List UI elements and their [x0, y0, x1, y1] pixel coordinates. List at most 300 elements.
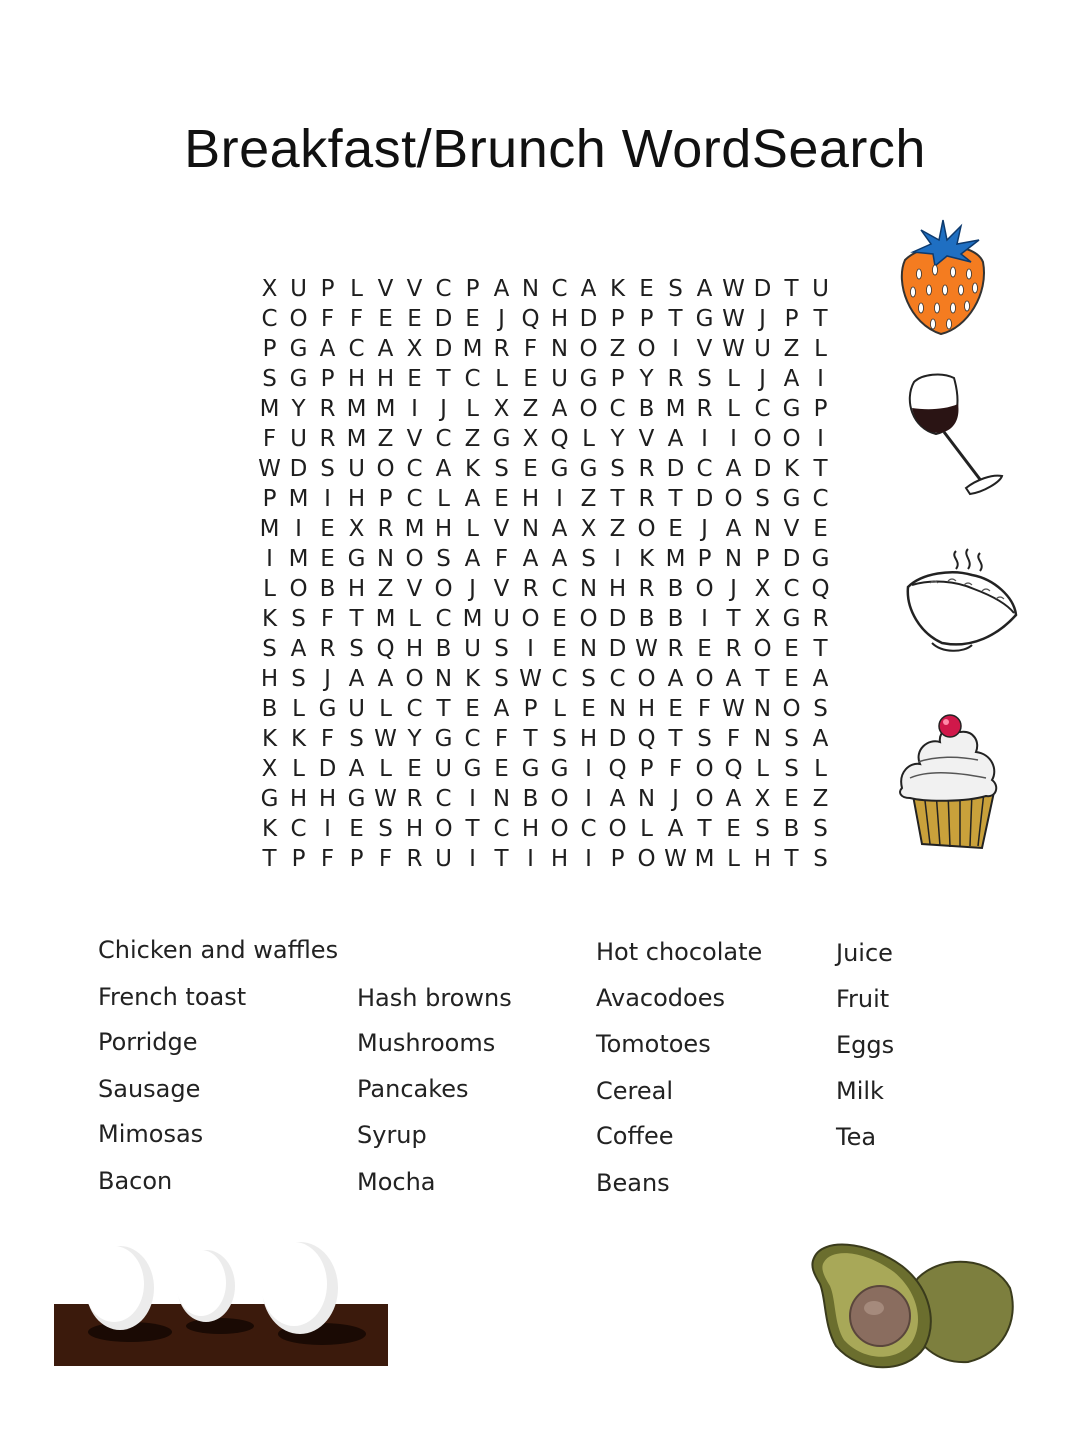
grid-letter: G [550, 456, 569, 482]
grid-letter: A [696, 276, 713, 302]
grid-letter: A [377, 666, 394, 692]
grid-letter: I [672, 336, 679, 362]
grid-letter: B [638, 606, 655, 632]
grid-letter: M [346, 426, 367, 452]
grid-letter: I [614, 546, 621, 572]
grid-letter: P [523, 696, 538, 722]
grid-letter: P [639, 306, 654, 332]
grid-letter: O [753, 426, 772, 452]
grid-letter: C [406, 486, 423, 512]
grid-letter: H [376, 366, 395, 392]
grid-letter: P [610, 306, 625, 332]
grid-letter: H [347, 576, 366, 602]
grid-letter: F [320, 606, 335, 632]
grid-letter: M [346, 396, 367, 422]
grid-letter: D [434, 336, 453, 362]
grid-letter: Z [609, 516, 626, 542]
grid-letter: W [374, 726, 397, 752]
grid-letter: I [817, 366, 824, 392]
grid-letter: V [406, 426, 423, 452]
grid-letter: O [579, 606, 598, 632]
avocado-icon [806, 1236, 1020, 1376]
grid-letter: C [812, 486, 829, 512]
grid-letter: V [493, 516, 510, 542]
grid-letter: E [784, 786, 799, 812]
grid-letter: P [465, 276, 480, 302]
grid-letter: H [579, 726, 598, 752]
grid-letter: Z [783, 336, 800, 362]
grid-letter: I [585, 846, 592, 872]
grid-letter: S [262, 636, 277, 662]
grid-letter: S [378, 816, 393, 842]
grid-letter: A [493, 696, 510, 722]
grid-letter: R [319, 636, 336, 662]
grid-letter: X [348, 516, 365, 542]
grid-letter: O [579, 336, 598, 362]
grid-letter: R [377, 516, 394, 542]
grid-letter: I [585, 786, 592, 812]
grid-letter: A [493, 276, 510, 302]
grid-letter: L [727, 846, 740, 872]
grid-letter: W [722, 276, 745, 302]
grid-letter: K [464, 456, 481, 482]
wine-glass-icon [900, 370, 1010, 500]
grid-letter: H [753, 846, 772, 872]
grid-letter: P [349, 846, 364, 872]
grid-letter: G [347, 546, 366, 572]
grid-letter: L [814, 756, 827, 782]
grid-letter: X [522, 426, 539, 452]
letter-grid [255, 274, 835, 874]
grid-letter: Q [376, 636, 395, 662]
grid-letter: N [608, 696, 627, 722]
grid-letter: U [290, 276, 307, 302]
grid-letter: P [378, 486, 393, 512]
grid-letter: U [812, 276, 829, 302]
grid-letter: O [289, 576, 308, 602]
grid-letter: L [495, 366, 508, 392]
grid-letter: I [469, 786, 476, 812]
grid-letter: S [813, 816, 828, 842]
word-item: Pancakes [357, 1075, 469, 1103]
grid-letter: S [320, 456, 335, 482]
grid-letter: R [638, 486, 655, 512]
grid-letter: K [464, 666, 481, 692]
eggs-icon [52, 1238, 390, 1368]
grid-letter: O [637, 846, 656, 872]
grid-letter: C [406, 456, 423, 482]
grid-letter: N [434, 666, 453, 692]
word-item: Juice [836, 939, 893, 967]
grid-letter: M [375, 396, 396, 422]
grid-letter: D [289, 456, 308, 482]
grid-letter: C [261, 306, 278, 332]
grid-letter: E [407, 366, 422, 392]
grid-letter: A [812, 666, 829, 692]
grid-letter: F [697, 696, 712, 722]
grid-letter: A [464, 486, 481, 512]
grid-letter: Q [608, 756, 627, 782]
grid-letter: E [523, 366, 538, 392]
grid-letter: I [730, 426, 737, 452]
grid-letter: D [753, 456, 772, 482]
grid-letter: O [376, 456, 395, 482]
grid-letter: T [668, 486, 683, 512]
grid-letter: O [637, 336, 656, 362]
grid-letter: D [608, 726, 627, 752]
grid-letter: Z [464, 426, 481, 452]
grid-letter: Q [724, 756, 743, 782]
grid-letter: R [812, 606, 829, 632]
grid-letter: U [290, 426, 307, 452]
grid-letter: O [434, 816, 453, 842]
grid-letter: B [435, 636, 452, 662]
grid-letter: E [726, 816, 741, 842]
grid-letter: S [581, 666, 596, 692]
word-item: Fruit [836, 985, 890, 1013]
grid-letter: S [610, 456, 625, 482]
grid-letter: J [672, 786, 679, 812]
grid-letter: E [581, 696, 596, 722]
grid-letter: R [319, 396, 336, 422]
grid-letter: G [289, 336, 308, 362]
grid-letter: B [667, 576, 684, 602]
grid-letter: A [667, 816, 684, 842]
grid-letter: L [263, 576, 276, 602]
grid-letter: R [406, 846, 423, 872]
grid-letter: I [527, 636, 534, 662]
grid-letter: L [727, 366, 740, 392]
grid-letter: H [434, 516, 453, 542]
grid-letter: L [437, 486, 450, 512]
grid-letter: N [521, 276, 540, 302]
grid-letter: R [638, 576, 655, 602]
grid-letter: H [521, 816, 540, 842]
grid-letter: E [552, 606, 567, 632]
cupcake-icon [896, 712, 1002, 852]
grid-letter: J [759, 306, 766, 332]
grid-letter: C [435, 606, 452, 632]
grid-letter: G [579, 366, 598, 392]
grid-letter: E [494, 756, 509, 782]
grid-letter: G [492, 426, 511, 452]
grid-letter: C [435, 426, 452, 452]
grid-letter: S [349, 726, 364, 752]
grid-letter: C [580, 816, 597, 842]
grid-letter: F [726, 726, 741, 752]
grid-letter: L [350, 276, 363, 302]
grid-letter: W [258, 456, 281, 482]
grid-letter: H [637, 696, 656, 722]
grid-letter: W [722, 306, 745, 332]
grid-letter: E [465, 696, 480, 722]
grid-letter: L [408, 606, 421, 632]
grid-letter: O [289, 306, 308, 332]
grid-letter: S [784, 756, 799, 782]
grid-letter: S [291, 606, 306, 632]
grid-letter: H [405, 816, 424, 842]
grid-letter: I [411, 396, 418, 422]
grid-letter: S [581, 546, 596, 572]
grid-letter: N [753, 516, 772, 542]
grid-letter: A [725, 786, 742, 812]
grid-letter: T [668, 726, 683, 752]
grid-letter: N [521, 516, 540, 542]
grid-letter: V [493, 576, 510, 602]
grid-letter: N [753, 726, 772, 752]
grid-letter: B [667, 606, 684, 632]
grid-letter: L [379, 756, 392, 782]
grid-letter: Y [610, 426, 625, 452]
grid-letter: H [318, 786, 337, 812]
grid-letter: Z [377, 426, 394, 452]
grid-letter: G [347, 786, 366, 812]
grid-letter: M [665, 396, 686, 422]
grid-letter: H [550, 306, 569, 332]
grid-letter: T [494, 846, 509, 872]
grid-letter: P [262, 336, 277, 362]
grid-letter: I [701, 606, 708, 632]
grid-letter: A [348, 756, 365, 782]
grid-letter: O [405, 666, 424, 692]
grid-letter: Z [377, 576, 394, 602]
grid-letter: K [261, 816, 278, 842]
grid-letter: A [609, 786, 626, 812]
grid-letter: N [550, 336, 569, 362]
grid-letter: O [579, 396, 598, 422]
grid-letter: R [667, 366, 684, 392]
grid-letter: F [320, 306, 335, 332]
grid-letter: D [666, 456, 685, 482]
grid-letter: S [784, 726, 799, 752]
grid-letter: W [519, 666, 542, 692]
grid-letter: E [784, 666, 799, 692]
grid-letter: A [551, 396, 568, 422]
grid-letter: T [262, 846, 277, 872]
grid-letter: A [290, 636, 307, 662]
grid-letter: I [324, 486, 331, 512]
strawberry-icon [895, 212, 991, 338]
grid-letter: C [493, 816, 510, 842]
grid-letter: G [782, 486, 801, 512]
grid-letter: E [697, 636, 712, 662]
grid-letter: T [436, 366, 451, 392]
grid-letter: C [464, 366, 481, 392]
grid-letter: X [261, 756, 278, 782]
grid-letter: D [753, 276, 772, 302]
grid-letter: G [811, 546, 830, 572]
grid-letter: E [523, 456, 538, 482]
grid-letter: H [347, 486, 366, 512]
grid-letter: E [320, 516, 335, 542]
grid-letter: A [667, 426, 684, 452]
grid-letter: N [376, 546, 395, 572]
grid-letter: H [521, 486, 540, 512]
grid-letter: I [469, 846, 476, 872]
grid-letter: P [320, 366, 335, 392]
grid-letter: G [260, 786, 279, 812]
grid-letter: I [556, 486, 563, 512]
grid-letter: F [262, 426, 277, 452]
grid-letter: L [379, 696, 392, 722]
grid-letter: O [753, 636, 772, 662]
grid-letter: S [494, 456, 509, 482]
grid-letter: G [695, 306, 714, 332]
grid-letter: M [259, 516, 280, 542]
grid-letter: E [407, 756, 422, 782]
grid-letter: C [551, 666, 568, 692]
grid-letter: Q [550, 426, 569, 452]
grid-letter: C [290, 816, 307, 842]
grid-letter: X [406, 336, 423, 362]
grid-letter: L [582, 426, 595, 452]
grid-letter: P [755, 546, 770, 572]
grid-letter: C [696, 456, 713, 482]
grid-letter: S [436, 546, 451, 572]
grid-letter: D [318, 756, 337, 782]
grid-letter: F [378, 846, 393, 872]
grid-letter: S [755, 816, 770, 842]
grid-letter: S [697, 366, 712, 392]
grid-letter: L [466, 396, 479, 422]
grid-letter: C [609, 666, 626, 692]
grid-letter: R [696, 396, 713, 422]
word-item: Cereal [596, 1077, 674, 1105]
grid-letter: O [695, 756, 714, 782]
grid-letter: Q [811, 576, 830, 602]
grid-letter: P [320, 276, 335, 302]
grid-letter: S [262, 366, 277, 392]
grid-letter: A [435, 456, 452, 482]
grid-letter: E [349, 816, 364, 842]
grid-letter: S [291, 666, 306, 692]
grid-letter: L [292, 756, 305, 782]
grid-letter: J [759, 366, 766, 392]
grid-letter: S [755, 486, 770, 512]
grid-letter: R [725, 636, 742, 662]
grid-letter: T [726, 606, 741, 632]
grid-letter: H [289, 786, 308, 812]
grid-letter: A [725, 516, 742, 542]
grid-letter: I [266, 546, 273, 572]
grid-letter: K [261, 726, 278, 752]
grid-letter: R [319, 426, 336, 452]
grid-letter: N [753, 696, 772, 722]
grid-letter: C [435, 786, 452, 812]
grid-letter: Z [609, 336, 626, 362]
grid-letter: G [579, 456, 598, 482]
grid-letter: M [665, 546, 686, 572]
grid-letter: P [262, 486, 277, 512]
grid-letter: V [406, 576, 423, 602]
grid-letter: T [813, 636, 828, 662]
grid-letter: W [374, 786, 397, 812]
grid-letter: N [579, 576, 598, 602]
grid-letter: Y [291, 396, 306, 422]
grid-letter: U [464, 636, 481, 662]
grid-letter: E [407, 306, 422, 332]
grid-letter: C [464, 726, 481, 752]
grid-letter: L [466, 516, 479, 542]
grid-letter: E [784, 636, 799, 662]
grid-letter: V [406, 276, 423, 302]
grid-letter: U [551, 366, 568, 392]
grid-letter: H [405, 636, 424, 662]
grid-letter: N [724, 546, 743, 572]
grid-letter: R [522, 576, 539, 602]
grid-letter: B [638, 396, 655, 422]
grid-letter: S [813, 846, 828, 872]
grid-letter: I [324, 816, 331, 842]
grid-letter: C [551, 576, 568, 602]
grid-letter: O [637, 666, 656, 692]
grid-letter: O [695, 576, 714, 602]
grid-letter: G [289, 366, 308, 392]
grid-letter: F [320, 846, 335, 872]
grid-letter: C [754, 396, 771, 422]
word-item: Coffee [596, 1122, 674, 1150]
grid-letter: F [668, 756, 683, 782]
grid-letter: P [784, 306, 799, 332]
grid-letter: T [813, 456, 828, 482]
grid-letter: F [320, 726, 335, 752]
grid-letter: M [462, 336, 483, 362]
grid-letter: A [725, 666, 742, 692]
grid-letter: Q [521, 306, 540, 332]
grid-letter: K [638, 546, 655, 572]
word-item: Tea [836, 1123, 877, 1151]
grid-letter: R [406, 786, 423, 812]
grid-letter: D [434, 306, 453, 332]
grid-letter: A [319, 336, 336, 362]
grid-letter: B [783, 816, 800, 842]
grid-letter: S [668, 276, 683, 302]
grid-letter: M [694, 846, 715, 872]
grid-letter: U [754, 336, 771, 362]
grid-letter: X [754, 576, 771, 602]
grid-letter: L [292, 696, 305, 722]
word-item: Syrup [357, 1121, 427, 1149]
grid-letter: L [727, 396, 740, 422]
grid-letter: P [697, 546, 712, 572]
grid-letter: M [404, 516, 425, 542]
grid-letter: M [462, 606, 483, 632]
word-item: Beans [596, 1169, 670, 1197]
grid-letter: P [639, 756, 654, 782]
grid-letter: H [347, 366, 366, 392]
grid-letter: R [493, 336, 510, 362]
word-item: Bacon [98, 1167, 173, 1195]
grid-letter: U [493, 606, 510, 632]
grid-letter: G [521, 756, 540, 782]
grid-letter: L [640, 816, 653, 842]
grid-letter: W [664, 846, 687, 872]
grid-letter: A [348, 666, 365, 692]
grid-letter: E [378, 306, 393, 332]
grid-letter: H [260, 666, 279, 692]
grid-letter: X [754, 606, 771, 632]
grid-letter: X [754, 786, 771, 812]
grid-letter: P [610, 846, 625, 872]
word-item: Mimosas [98, 1120, 204, 1148]
grid-letter: S [349, 636, 364, 662]
grid-letter: O [782, 696, 801, 722]
grid-letter: N [579, 636, 598, 662]
grid-letter: F [494, 546, 509, 572]
grid-letter: O [782, 426, 801, 452]
grid-letter: O [521, 606, 540, 632]
grid-letter: J [498, 306, 505, 332]
